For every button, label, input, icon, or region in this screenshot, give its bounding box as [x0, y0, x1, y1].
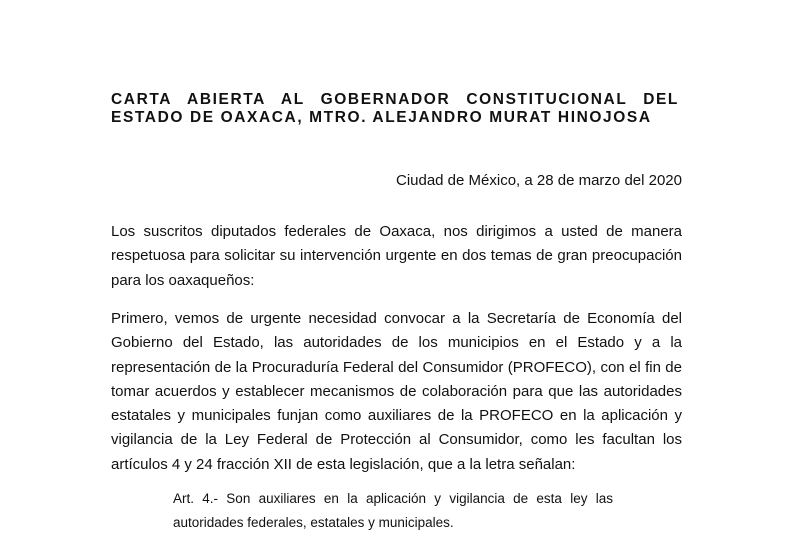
quoted-article-4: Art. 4.- Son auxiliares en la aplicación y vigilancia de esta ley las autoridades federales, estatales y municipales.	[173, 491, 613, 530]
paragraph-first-request: Primero, vemos de urgente necesidad convocar a la Secretaría de Economía del Gobierno del Estado, las autoridades de los municipios en el Estado y a la representación de la Procuraduría Federal del Consumidor (PROFECO), con el fin de tomar acuerdos y establecer mecanismos de colaboración para que las autoridades estatales y municipales funjan como auxiliares de la PROFECO en la aplicación y vigilancia de la Ley Federal de Protección al Consumidor, como les facultan los artículos 4 y 24 fracción XII de esta legislación, que a la letra señalan:	[111, 310, 682, 473]
date-line: Ciudad de México, a 28 de marzo del 2020	[395, 172, 682, 189]
letter-title-line-2: ESTADO DE OAXACA, MTRO. ALEJANDRO MURAT HINOJOSA	[111, 109, 652, 126]
paragraph-intro: Los suscritos diputados federales de Oaxaca, nos dirigimos a usted de manera respetuosa para solicitar su intervención urgente en dos temas de gran preocupación para los oaxaqueños:	[111, 223, 682, 289]
letter-title-line-1: CARTA ABIERTA AL GOBERNADOR CONSTITUCIONAL DEL	[111, 91, 679, 108]
letter-title	[111, 91, 679, 127]
